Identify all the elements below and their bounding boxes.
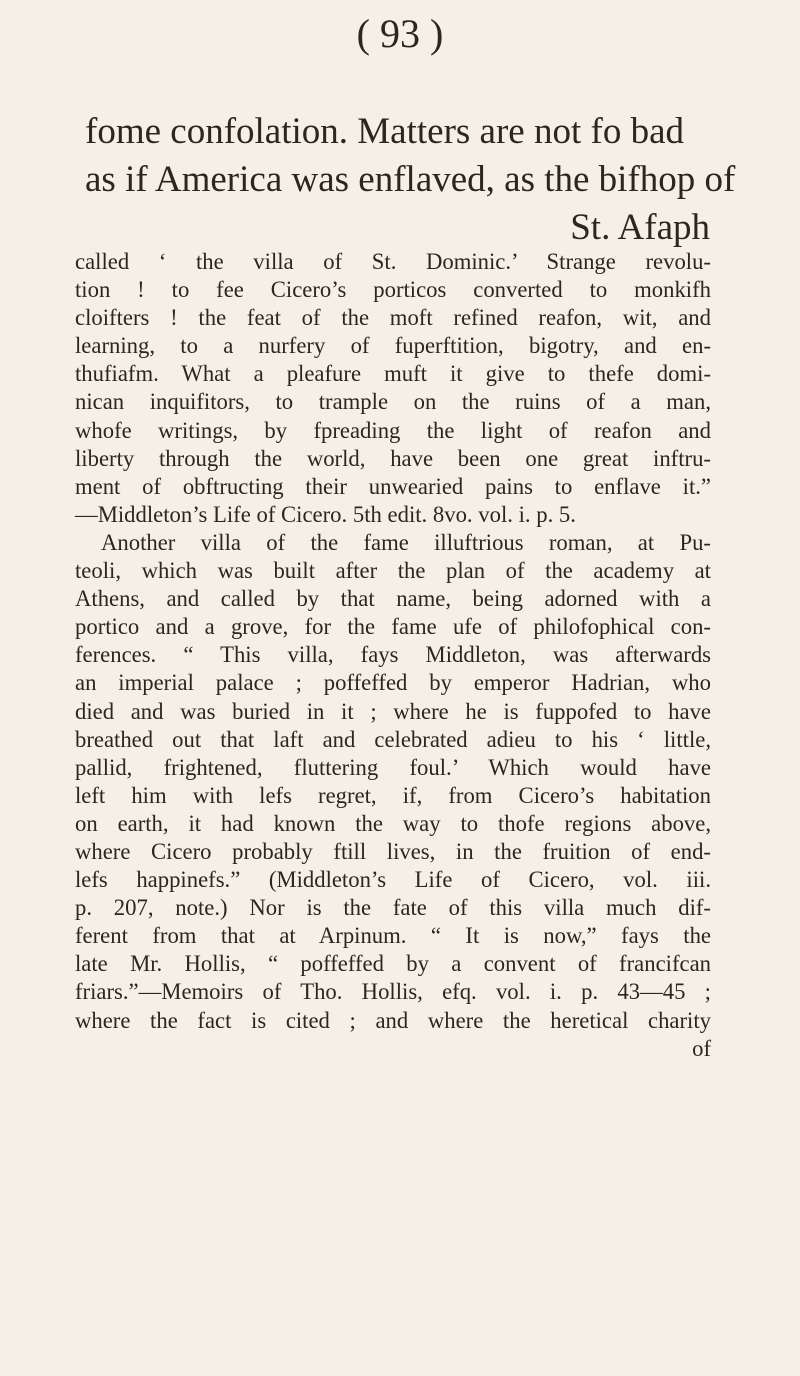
footnote-line: cloifters ! the feat of the moft refined reafon, wit, and: [75, 305, 711, 331]
footnote-line: teoli, which was built after the plan of the academy at: [75, 558, 711, 584]
footnote-line: Athens, and called by that name, being adorned with a: [75, 586, 711, 612]
footnote-line: tion ! to fee Cicero’s porticos converted to monkifh: [75, 277, 711, 303]
footnote-line: died and was buried in it ; where he is fuppofed to have: [75, 698, 711, 724]
footnote-line: breathed out that laft and celebrated adieu to his ‘ little,: [75, 726, 711, 752]
footnote-line: called ‘ the villa of St. Dominic.’ Strange revolu-: [75, 249, 711, 274]
footnote-line: Another villa of the fame illuftrious roman, at Pu-: [101, 529, 711, 555]
footnote-line: whofe writings, by fpreading the light of reafon and: [75, 417, 711, 443]
main-text-line: St. Afaph: [570, 207, 710, 248]
footnote-line: pallid, frightened, fluttering foul.’ Which would have: [75, 754, 711, 780]
footnote-line: thufiafm. What a pleafure muft it give to thefe domi-: [75, 361, 711, 387]
footnote-line: ferences. “ This villa, fays Middleton, was afterwards: [75, 642, 711, 668]
footnote-line: p. 207, note.) Nor is the fate of this villa much dif-: [75, 895, 711, 921]
footnote-line: lefs happinefs.” (Middleton’s Life of Cicero, vol. iii.: [75, 867, 711, 893]
catchword: of: [692, 1035, 711, 1061]
page-number: ( 93 ): [356, 11, 444, 56]
footnote-line: nican inquifitors, to trample on the ruins of a man,: [75, 389, 711, 415]
footnote-line: liberty through the world, have been one great inftru-: [75, 445, 711, 471]
footnote-line: late Mr. Hollis, “ poffeffed by a convent of francifcan: [75, 951, 711, 977]
footnote-block: [75, 248, 711, 1063]
footnote-line: —Middleton’s Life of Cicero. 5th edit. 8vo. vol. i. p. 5.: [75, 501, 576, 527]
footnote-line: where Cicero probably ftill lives, in the fruition of end-: [75, 838, 711, 864]
footnote-line: left him with lefs regret, if, from Cicero’s habitation: [75, 782, 711, 808]
footnote-line: where the fact is cited ; and where the heretical charity: [75, 1007, 711, 1033]
main-text-line: fome confolation. Matters are not fo bad: [85, 111, 684, 152]
footnote-line: ment of obftructing their unwearied pains to enflave it.”: [75, 473, 711, 499]
footnote-line: on earth, it had known the way to thofe regions above,: [75, 810, 711, 836]
footnote-line: portico and a grove, for the fame ufe of philofophical con-: [75, 614, 711, 640]
footnote-line: an imperial palace ; poffeffed by emperor Hadrian, who: [75, 670, 711, 696]
footnote-line: friars.”—Memoirs of Tho. Hollis, efq. vol. i. p. 43—45 ;: [75, 979, 711, 1005]
main-text-line: as if America was enflaved, as the bifhop of: [85, 159, 736, 200]
footnote-line: learning, to a nurfery of fuperftition, bigotry, and en-: [75, 333, 711, 359]
main-text-block: [85, 108, 736, 252]
footnote-line: ferent from that at Arpinum. “ It is now,” fays the: [75, 923, 711, 949]
